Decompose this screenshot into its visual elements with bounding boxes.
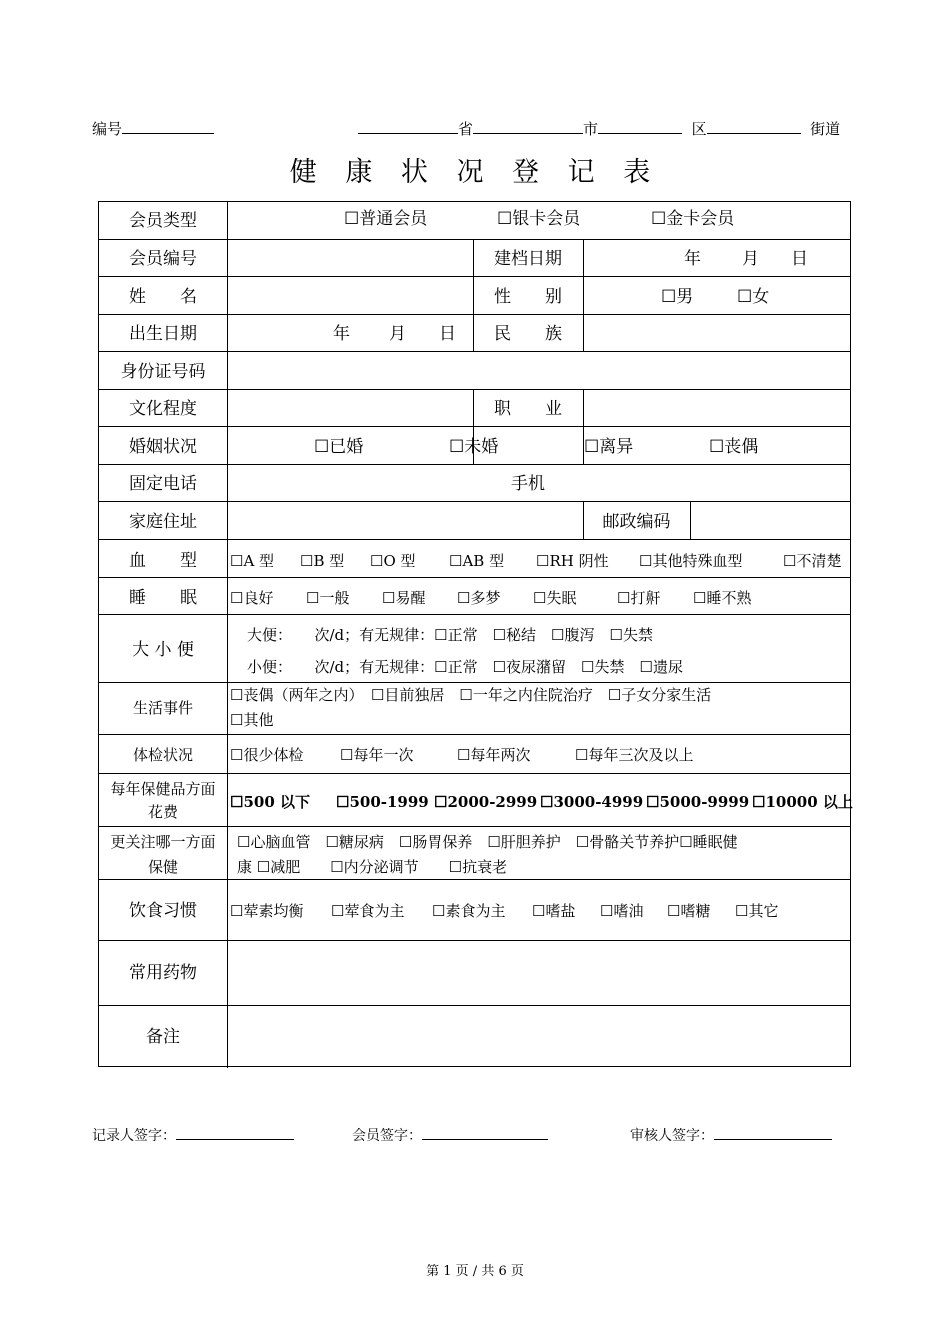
- recorder-signature: [92, 1125, 294, 1145]
- sleep-normal-checkbox[interactable]: ☐一般: [306, 589, 350, 607]
- form-number-label: 编号: [92, 120, 123, 138]
- education-label: 文化程度: [129, 399, 197, 419]
- diet-vegetarian-checkbox[interactable]: ☐素食为主: [432, 902, 506, 920]
- spend-3000-4999-checkbox[interactable]: ☐3000-4999: [540, 793, 644, 811]
- sleep-good-checkbox[interactable]: ☐良好: [230, 589, 274, 607]
- checkup-once-checkbox[interactable]: ☐每年一次: [340, 746, 414, 764]
- birth-year: 年: [333, 324, 350, 344]
- member-signature-label: 会员签字：: [352, 1128, 422, 1144]
- sleep-easy-wake-checkbox[interactable]: ☐易醒: [382, 589, 426, 607]
- health-focus-label-line1: 更关注哪一方面: [110, 833, 216, 851]
- address-label: 家庭住址: [129, 512, 197, 532]
- urine-line[interactable]: 小便： 次/d；有无规律：☐正常 ☐夜尿潴留 ☐失禁 ☐遗尿: [247, 658, 683, 676]
- member-type-silver-checkbox[interactable]: ☐银卡会员: [497, 209, 581, 229]
- member-type-label: 会员类型: [129, 211, 197, 231]
- blood-b-checkbox[interactable]: ☐B 型: [300, 552, 345, 570]
- medication-label: 常用药物: [129, 963, 197, 983]
- marital-label: 婚姻状况: [129, 437, 197, 457]
- blood-ab-checkbox[interactable]: ☐AB 型: [449, 552, 505, 570]
- member-signature-blank[interactable]: [422, 1125, 548, 1140]
- form-number: [92, 118, 214, 139]
- page-title: 健 康 状 况 登 记 表: [289, 157, 661, 188]
- ethnicity-label: 民 族: [494, 324, 562, 344]
- diet-oily-checkbox[interactable]: ☐嗜油: [600, 902, 644, 920]
- reviewer-signature: [630, 1125, 832, 1145]
- health-form-table: [98, 201, 851, 1067]
- diet-balanced-checkbox[interactable]: ☐荤素均衡: [230, 902, 304, 920]
- member-type-gold-checkbox[interactable]: ☐金卡会员: [651, 209, 735, 229]
- recorder-signature-label: 记录人签字：: [92, 1128, 176, 1144]
- health-spend-label-line2: 花费: [147, 803, 178, 821]
- diet-other-checkbox[interactable]: ☐其它: [735, 902, 779, 920]
- sleep-label: 睡 眠: [129, 588, 197, 608]
- excretion-label: 大 小 便: [132, 640, 194, 660]
- birth-month: 月: [389, 324, 406, 344]
- diet-sweet-checkbox[interactable]: ☐嗜糖: [667, 902, 711, 920]
- spend-over-10000-checkbox[interactable]: ☐10000 以上: [752, 793, 853, 811]
- checkup-label: 体检状况: [132, 746, 193, 764]
- landline-label: 固定电话: [129, 474, 197, 494]
- diet-salty-checkbox[interactable]: ☐嗜盐: [532, 902, 576, 920]
- gender-female-checkbox[interactable]: ☐女: [737, 287, 770, 307]
- form-number-blank[interactable]: [122, 119, 214, 134]
- page-number: 第 1 页 / 共 6 页: [426, 1264, 524, 1279]
- blood-unknown-checkbox[interactable]: ☐不清楚: [783, 552, 842, 570]
- reviewer-signature-blank[interactable]: [714, 1125, 832, 1140]
- address-header: [358, 118, 840, 139]
- spend-2000-2999-checkbox[interactable]: ☐2000-2999: [434, 793, 538, 811]
- member-no-label: 会员编号: [129, 249, 197, 269]
- diet-meat-checkbox[interactable]: ☐荤食为主: [331, 902, 405, 920]
- mobile-label: 手机: [511, 474, 545, 494]
- sleep-dreams-checkbox[interactable]: ☐多梦: [457, 589, 501, 607]
- street-blank[interactable]: [707, 119, 801, 134]
- recorder-signature-blank[interactable]: [176, 1125, 294, 1140]
- health-focus-line2[interactable]: 康 ☐减肥 ☐内分泌调节 ☐抗衰老: [237, 858, 508, 876]
- blood-a-checkbox[interactable]: ☐A 型: [230, 552, 275, 570]
- occupation-label: 职 业: [494, 399, 562, 419]
- health-spend-label-line1: 每年保健品方面: [110, 780, 216, 798]
- marital-divorced-checkbox[interactable]: ☐离异: [584, 437, 634, 457]
- district-blank[interactable]: [598, 119, 682, 134]
- city-label: 市: [583, 120, 599, 138]
- spend-500-1999-checkbox[interactable]: ☐500-1999: [336, 793, 429, 811]
- marital-married-checkbox[interactable]: ☐已婚: [314, 437, 364, 457]
- health-focus-label-line2: 保健: [147, 858, 178, 876]
- reviewer-signature-label: 审核人签字：: [630, 1128, 714, 1144]
- marital-widowed-checkbox[interactable]: ☐丧偶: [709, 437, 759, 457]
- diet-label: 饮食习惯: [129, 901, 197, 921]
- birth-date-label: 出生日期: [129, 324, 197, 344]
- spend-under-500-checkbox[interactable]: ☐500 以下: [230, 793, 310, 811]
- city-blank[interactable]: [473, 119, 583, 134]
- life-events-label: 生活事件: [132, 699, 193, 717]
- life-events-line1[interactable]: ☐丧偶（两年之内） ☐目前独居 ☐一年之内住院治疗 ☐子女分家生活: [230, 686, 712, 704]
- file-date-year: 年: [684, 249, 701, 269]
- postcode-label: 邮政编码: [602, 512, 671, 532]
- member-signature: [352, 1125, 548, 1145]
- marital-unmarried-checkbox[interactable]: ☐未婚: [449, 437, 499, 457]
- life-events-other-checkbox[interactable]: ☐其他: [230, 711, 274, 729]
- blood-type-label: 血 型: [129, 551, 197, 571]
- stool-line[interactable]: 大便： 次/d；有无规律：☐正常 ☐秘结 ☐腹泻 ☐失禁: [247, 626, 653, 644]
- sleep-insomnia-checkbox[interactable]: ☐失眠: [533, 589, 577, 607]
- remarks-label: 备注: [146, 1027, 180, 1047]
- name-label: 姓 名: [129, 287, 197, 307]
- health-focus-line1[interactable]: ☐心脑血管 ☐糖尿病 ☐肠胃保养 ☐肝胆养护 ☐骨骼关节养护☐睡眠健: [237, 833, 738, 851]
- province-label: 省: [458, 120, 474, 138]
- street-label: 街道: [810, 120, 841, 138]
- province-blank[interactable]: [358, 119, 458, 134]
- blood-special-checkbox[interactable]: ☐其他特殊血型: [639, 552, 743, 570]
- member-type-normal-checkbox[interactable]: ☐普通会员: [344, 209, 428, 229]
- gender-label: 性 别: [494, 287, 562, 307]
- file-date-label: 建档日期: [494, 249, 562, 269]
- gender-male-checkbox[interactable]: ☐男: [661, 287, 694, 307]
- sleep-light-checkbox[interactable]: ☐睡不熟: [693, 589, 752, 607]
- district-label: 区: [691, 120, 707, 138]
- blood-rh-negative-checkbox[interactable]: ☐RH 阴性: [536, 552, 609, 570]
- sleep-snore-checkbox[interactable]: ☐打鼾: [617, 589, 661, 607]
- spend-5000-9999-checkbox[interactable]: ☐5000-9999: [646, 793, 750, 811]
- checkup-thrice-checkbox[interactable]: ☐每年三次及以上: [575, 746, 694, 764]
- birth-day: 日: [439, 324, 456, 344]
- checkup-twice-checkbox[interactable]: ☐每年两次: [457, 746, 531, 764]
- id-card-label: 身份证号码: [120, 362, 206, 382]
- file-date-month: 月: [742, 249, 759, 269]
- checkup-rarely-checkbox[interactable]: ☐很少体检: [230, 746, 304, 764]
- file-date-day: 日: [791, 249, 808, 269]
- blood-o-checkbox[interactable]: ☐O 型: [370, 552, 416, 570]
